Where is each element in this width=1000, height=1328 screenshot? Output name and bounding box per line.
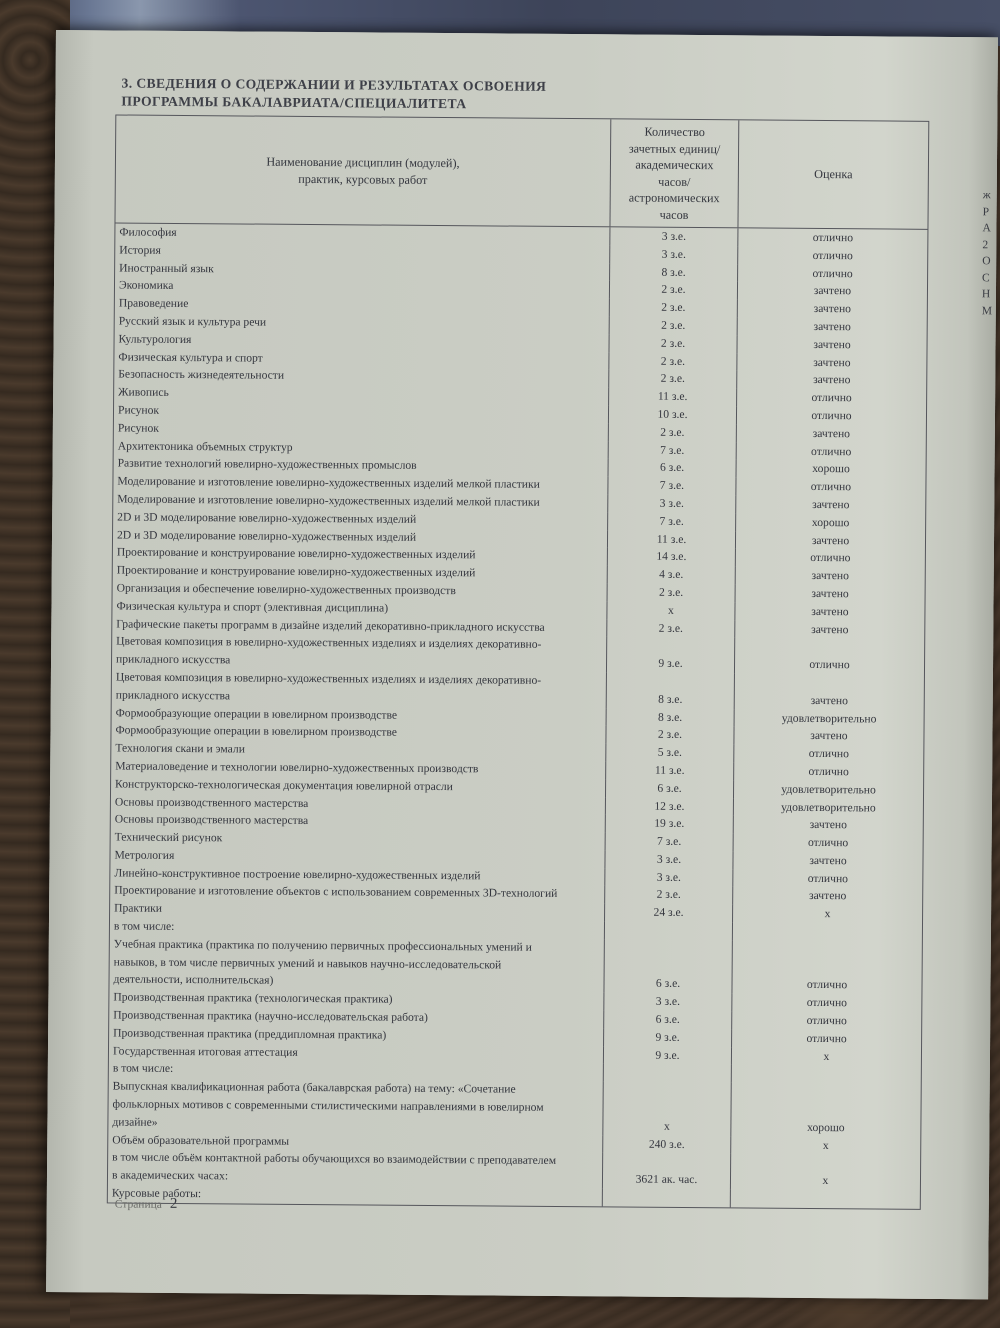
discipline-name: Проектирование и изготовление объектов с использованием современных 3D-технологий (114, 883, 558, 901)
page-number-label: Страница (114, 1198, 162, 1211)
credits-value: 6 з.е. (603, 1010, 731, 1029)
credits-value: 11 з.е. (605, 761, 733, 780)
credits-value: 4 з.е. (607, 565, 735, 584)
grade-value: отлично (737, 228, 927, 247)
grade-value: отлично (737, 264, 927, 283)
credits-value: 2 з.е. (605, 726, 733, 745)
credits-value: 7 з.е. (607, 512, 735, 531)
credits-value: 14 з.е. (607, 548, 735, 567)
grade-value: отлично (735, 549, 925, 568)
results-table (107, 114, 930, 1209)
credits-value: 2 з.е. (604, 886, 732, 905)
grade-value: зачтено (737, 282, 927, 301)
credits-value: 9 з.е. (603, 1046, 731, 1065)
grade-value: отлично (733, 762, 923, 781)
grade-value: удовлетворительно (733, 798, 923, 817)
edge-fragment-letter: Н (981, 288, 991, 301)
grade-value (731, 1065, 921, 1084)
credits-value: 9 з.е. (606, 637, 734, 674)
discipline-name: Рисунок (117, 403, 160, 417)
discipline-name: Объём образовательной программы (112, 1133, 290, 1148)
credits-value: 3 з.е. (609, 245, 737, 264)
grade-value: отлично (731, 1011, 921, 1030)
discipline-name: Физическая культура и спорт (элективная дисциплина) (116, 599, 389, 615)
discipline-name: Безопасность жизнедеятельности (118, 367, 285, 383)
grade-value: зачтено (733, 816, 923, 835)
grade-value: зачтено (737, 317, 927, 336)
credits-value: х (606, 601, 734, 620)
grade-value: отлично (737, 246, 927, 265)
discipline-name: Моделирование и изготовление ювелирно-художественных изделий мелкой пластики (117, 492, 540, 509)
credits-value (604, 921, 732, 940)
discipline-name: Технический рисунок (114, 830, 223, 845)
grade-value: отлично (736, 389, 926, 408)
discipline-name: Правоведение (118, 296, 189, 311)
credits-value: 2 з.е. (607, 583, 735, 602)
discipline-name: Производственная практика (научно-исследовательская работа) (113, 1008, 428, 1025)
discipline-name: в том числе: (112, 1061, 174, 1076)
discipline-name: в том числе объём контактной работы обучающихся во взаимодействии с преподавателем в академических часах: (111, 1150, 557, 1183)
section-heading-line2: ПРОГРАММЫ БАКАЛАВРИАТА/СПЕЦИАЛИТЕТА (121, 93, 467, 112)
discipline-name: Практики (114, 901, 163, 916)
discipline-name: Графические пакеты программ в дизайне изделий декоративно-прикладного искусства (116, 617, 545, 634)
credits-value: 7 з.е. (605, 832, 733, 851)
discipline-name: Конструкторско-технологическая документация ювелирной отрасли (115, 777, 453, 793)
discipline-name: Материаловедение и технологии ювелирно-художественных производств (115, 759, 479, 776)
discipline-name: Философия (119, 225, 177, 239)
credits-value: 3 з.е. (607, 494, 735, 513)
edge-fragment-letter: Р (982, 205, 990, 218)
discipline-name: 2D и 3D моделирование ювелирно-художественных изделий (116, 528, 417, 544)
table-body (108, 223, 928, 1211)
discipline-name: Русский язык и культура речи (118, 314, 267, 329)
grade-value: х (730, 1154, 920, 1191)
table-row (109, 935, 921, 995)
discipline-name: Производственная практика (преддипломная практика) (113, 1026, 387, 1042)
grade-value: зачтено (735, 584, 925, 603)
discipline-name: Метрология (114, 848, 175, 862)
grade-value: зачтено (735, 566, 925, 585)
discipline-name: Линейно-конструктивное построение ювелирно-художественных изделий (114, 866, 481, 883)
credits-value: 3621 ак. час. (602, 1153, 730, 1190)
table-row (108, 1078, 920, 1138)
header-credits: Количество зачетных единиц/ академических часов/ астрономических часов (609, 119, 738, 227)
discipline-name: Выпускная квалификационная работа (бакалаврская работа) на тему: «Сочетание фольклорных мотивов с современными стилистическими направлениями в ювелирном дизайне» (112, 1079, 544, 1129)
discipline-name: Государственная итоговая аттестация (112, 1044, 298, 1059)
credits-value: 2 з.е. (608, 352, 736, 371)
grade-value: удовлетворительно (734, 709, 924, 728)
grade-value: зачтено (732, 851, 922, 870)
page-number-value: 2 (169, 1195, 178, 1212)
credits-value (602, 1188, 730, 1207)
table-header-row (115, 115, 928, 229)
credits-value: 2 з.е. (606, 619, 734, 638)
discipline-name: Курсовые работы: (111, 1186, 202, 1201)
grade-value: отлично (731, 940, 921, 995)
credits-value: 6 з.е. (603, 939, 731, 993)
grade-value: хорошо (735, 513, 925, 532)
credits-value: 7 з.е. (607, 477, 735, 496)
edge-fragment-letter: А (982, 222, 991, 235)
discipline-name: Учебная практика (практика по получению первичных профессиональных умений и навыков, в том числе первичных умений и навыков научно-исследовательской деятельности, исполнительская) (113, 937, 532, 988)
grade-value: отлично (736, 406, 926, 425)
grade-value: хорошо (736, 460, 926, 479)
grade-value: зачтено (734, 620, 924, 639)
credits-value: 11 з.е. (608, 388, 736, 407)
grade-value (732, 922, 922, 941)
discipline-name: Производственная практика (технологическая практика) (113, 990, 393, 1006)
edge-fragment-letter: ж (982, 189, 991, 202)
discipline-name: Моделирование и изготовление ювелирно-художественных изделий мелкой пластики (117, 474, 540, 491)
discipline-name: Технология скани и эмали (115, 741, 246, 756)
grade-value: х (732, 905, 922, 924)
credits-value: 11 з.е. (607, 530, 735, 549)
credits-value: 12 з.е. (605, 797, 733, 816)
grade-value: отлично (732, 869, 922, 888)
header-discipline: Наименование дисциплин (модулей), практик, курсовых работ (266, 154, 460, 187)
discipline-name: Формообразующие операции в ювелирном производстве (115, 706, 398, 722)
discipline-name: История (119, 243, 161, 257)
discipline-name: Цветовая композиция в ювелирно-художественных изделиях и изделиях декоративно- прикладного искусства (115, 670, 542, 703)
grade-value: зачтено (737, 300, 927, 319)
discipline-name: Основы производственного мастерства (114, 794, 309, 810)
credits-value: 2 з.е. (609, 299, 737, 318)
credits-value: 6 з.е. (605, 779, 733, 798)
credits-value: 8 з.е. (606, 708, 734, 727)
discipline-name: Проектирование и конструирование ювелирно-художественных изделий (116, 545, 476, 562)
discipline-name: Иностранный язык (119, 261, 214, 275)
credits-value: 8 з.е. (606, 672, 734, 709)
grade-value: зачтено (736, 335, 926, 354)
grade-value: зачтено (733, 727, 923, 746)
credits-value: 3 з.е. (604, 868, 732, 887)
credits-value: 10 з.е. (608, 405, 736, 424)
credits-value (603, 1064, 731, 1083)
credits-value: х (602, 1082, 730, 1136)
grade-value: отлично (731, 1029, 921, 1048)
grade-value: отлично (731, 994, 921, 1013)
grade-value: зачтено (732, 887, 922, 906)
grade-value: зачтено (736, 424, 926, 443)
discipline-name: Развитие технологий ювелирно-художественных промыслов (117, 456, 417, 473)
discipline-name: в том числе: (113, 919, 175, 934)
page-number (115, 1195, 178, 1212)
document-page (46, 30, 998, 1299)
credits-value: 19 з.е. (605, 815, 733, 834)
section-heading (121, 75, 761, 116)
discipline-name: Формообразующие операции в ювелирном производстве (115, 723, 397, 740)
credits-value: 2 з.е. (609, 281, 737, 300)
grade-value (730, 1189, 920, 1208)
discipline-name: Организация и обеспечение ювелирно-художественных производств (116, 581, 456, 598)
grade-value: отлично (733, 833, 923, 852)
grade-value: удовлетворительно (733, 780, 923, 799)
credits-value: 5 з.е. (605, 743, 733, 762)
discipline-name: Физическая культура и спорт (118, 350, 263, 365)
discipline-name: Рисунок (117, 421, 160, 435)
grade-value: зачтено (736, 371, 926, 390)
edge-fragment-letter: С (982, 271, 990, 284)
credits-value: 3 з.е. (604, 850, 732, 869)
credits-value: 9 з.е. (603, 1028, 731, 1047)
facing-page-text-fragments (982, 189, 997, 318)
grade-value: хорошо (730, 1083, 920, 1138)
credits-value: 3 з.е. (609, 227, 737, 246)
credits-value: 2 з.е. (608, 334, 736, 353)
grade-value: х (731, 1047, 921, 1066)
grade-value: зачтено (734, 602, 924, 621)
credits-value: 24 з.е. (604, 904, 732, 923)
edge-fragment-letter: М (981, 304, 993, 317)
credits-value: 240 з.е. (602, 1135, 730, 1154)
credits-value: 7 з.е. (608, 441, 736, 460)
discipline-name: Культурология (118, 332, 192, 346)
discipline-name: Проектирование и конструирование ювелирно-художественных изделий (116, 563, 476, 580)
grade-value: х (730, 1136, 920, 1155)
discipline-name: Архитектоника объемных структур (117, 439, 293, 454)
grade-value: зачтено (735, 495, 925, 514)
discipline-name: 2D и 3D моделирование ювелирно-художественных изделий (117, 510, 417, 526)
credits-value: 8 з.е. (609, 263, 737, 282)
credits-value: 2 з.е. (609, 316, 737, 335)
grade-value: зачтено (736, 353, 926, 372)
discipline-name: Живопись (118, 385, 169, 400)
header-grade: Оценка (737, 120, 928, 228)
discipline-name: Экономика (118, 278, 174, 293)
grade-value: зачтено (734, 673, 924, 710)
section-heading-line1: 3. СВЕДЕНИЯ О СОДЕРЖАНИИ И РЕЗУЛЬТАТАХ ОСВОЕНИЯ (121, 75, 547, 94)
discipline-name: Цветовая композиция в ювелирно-художественных изделиях и изделиях декоративно- прикладного искусства (116, 634, 542, 667)
credits-value: 2 з.е. (608, 423, 736, 442)
credits-value: 2 з.е. (608, 370, 736, 389)
credits-value: 3 з.е. (603, 993, 731, 1012)
grade-value: отлично (734, 638, 924, 675)
grade-value: отлично (735, 478, 925, 497)
grade-value: отлично (733, 744, 923, 763)
grade-value: отлично (736, 442, 926, 461)
edge-fragment-letter: 2 (982, 238, 989, 251)
grade-value: зачтено (735, 531, 925, 550)
credits-value: 6 з.е. (608, 459, 736, 478)
discipline-name: Основы производственного мастерства (114, 812, 309, 828)
edge-fragment-letter: О (982, 255, 991, 268)
